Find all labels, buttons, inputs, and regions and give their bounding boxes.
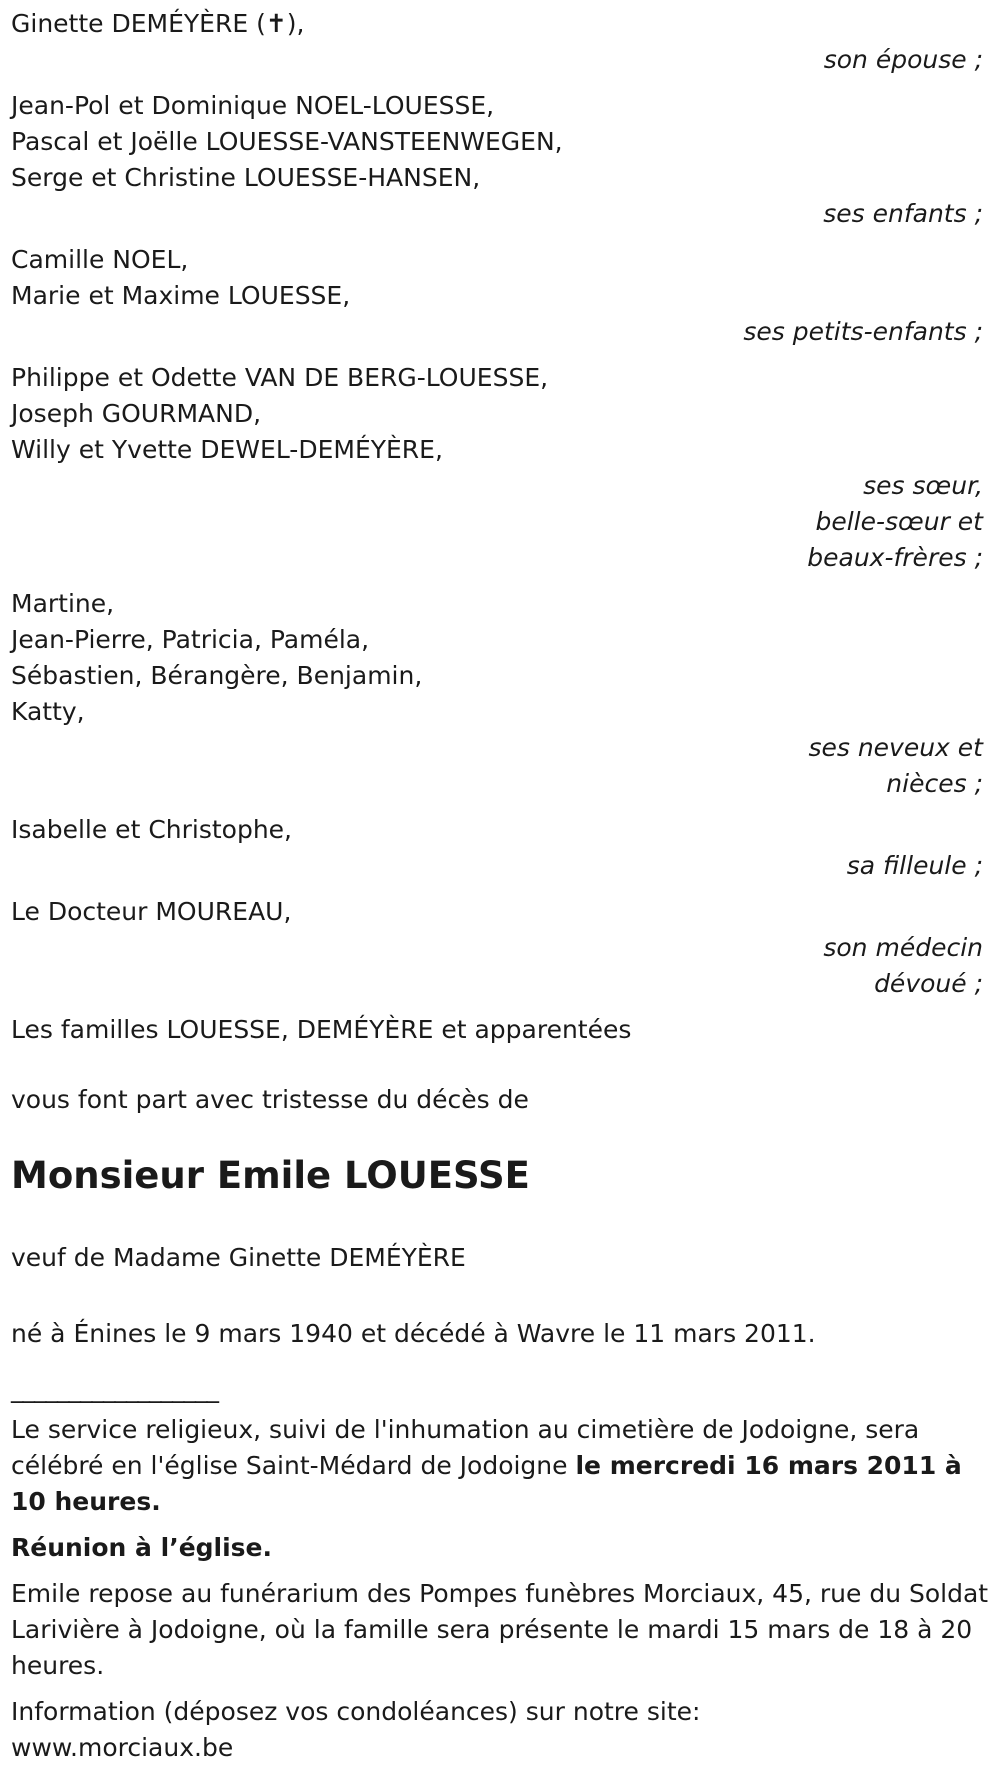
family-name-line: Katty, bbox=[11, 697, 85, 726]
family-name-line: Joseph GOURMAND, bbox=[11, 399, 262, 428]
family-role: ses enfants ; bbox=[823, 199, 983, 228]
separator-line: __________________ bbox=[11, 1374, 218, 1403]
family-name-line: Philippe et Odette VAN DE BERG-LOUESSE, bbox=[11, 363, 549, 392]
service-date: le mercredi 16 mars 2011 à 10 heures. bbox=[11, 1451, 962, 1516]
family-name-line: Martine, bbox=[11, 589, 115, 618]
family-block-children bbox=[11, 88, 988, 232]
family-name-line: Isabelle et Christophe, bbox=[11, 815, 293, 844]
family-name-line: Marie et Maxime LOUESSE, bbox=[11, 281, 351, 310]
funeral-home-paragraph: Emile repose au funérarium des Pompes funèbres Morciaux, 45, rue du Soldat Larivière à Jodoigne, où la famille sera présente le mardi 15 mars de 18 à 20 heures. bbox=[11, 1579, 989, 1680]
family-role: sa filleule ; bbox=[846, 851, 983, 880]
family-block-spouse bbox=[11, 6, 988, 78]
family-block-goddaughter bbox=[11, 812, 988, 884]
family-role: nièces ; bbox=[886, 769, 983, 798]
family-name-line: Pascal et Joëlle LOUESSE-VANSTEENWEGEN, bbox=[11, 127, 563, 156]
family-name-line: Le Docteur MOUREAU, bbox=[11, 897, 292, 926]
service-text: Le service religieux, suivi de l'inhumation au cimetière de Jodoigne, sera célébré en l'église Saint-Médard de Jodoigne bbox=[11, 1415, 920, 1480]
meeting-line: Réunion à l’église. bbox=[11, 1533, 273, 1562]
family-role: ses sœur, bbox=[863, 471, 983, 500]
family-name-line: Jean-Pierre, Patricia, Paméla, bbox=[11, 625, 370, 654]
family-name-line: Willy et Yvette DEWEL-DEMÉYÈRE, bbox=[11, 435, 443, 464]
family-role: dévoué ; bbox=[874, 969, 983, 998]
family-name-line: Ginette DEMÉYÈRE (✝), bbox=[11, 9, 305, 38]
family-role: son épouse ; bbox=[823, 45, 983, 74]
family-role: beaux-frères ; bbox=[807, 543, 983, 572]
family-name-line: Serge et Christine LOUESSE-HANSEN, bbox=[11, 163, 481, 192]
announce-line: vous font part avec tristesse du décès de bbox=[11, 1085, 529, 1114]
family-name-line: Camille NOEL, bbox=[11, 245, 189, 274]
families-line: Les familles LOUESSE, DEMÉYÈRE et apparentées bbox=[11, 1015, 632, 1044]
deceased-name: Monsieur Emile LOUESSE bbox=[11, 1154, 530, 1197]
family-block-nephews bbox=[11, 586, 988, 802]
family-block-doctor bbox=[11, 894, 988, 1002]
website-link[interactable]: www.morciaux.be bbox=[11, 1733, 234, 1762]
service-paragraph bbox=[11, 1412, 991, 1520]
family-name-line: Sébastien, Bérangère, Benjamin, bbox=[11, 661, 423, 690]
birth-death-line: né à Énines le 9 mars 1940 et décédé à Wavre le 11 mars 2011. bbox=[11, 1319, 816, 1348]
widower-line: veuf de Madame Ginette DEMÉYÈRE bbox=[11, 1243, 466, 1272]
family-block-siblings bbox=[11, 360, 988, 576]
family-role: belle-sœur et bbox=[815, 507, 983, 536]
family-block-grandchildren bbox=[11, 242, 988, 350]
family-role: ses petits-enfants ; bbox=[743, 317, 983, 346]
family-role: son médecin bbox=[823, 933, 983, 962]
family-name-line: Jean-Pol et Dominique NOEL-LOUESSE, bbox=[11, 91, 495, 120]
family-role: ses neveux et bbox=[808, 733, 983, 762]
info-line: Information (déposez vos condoléances) sur notre site: bbox=[11, 1697, 701, 1726]
